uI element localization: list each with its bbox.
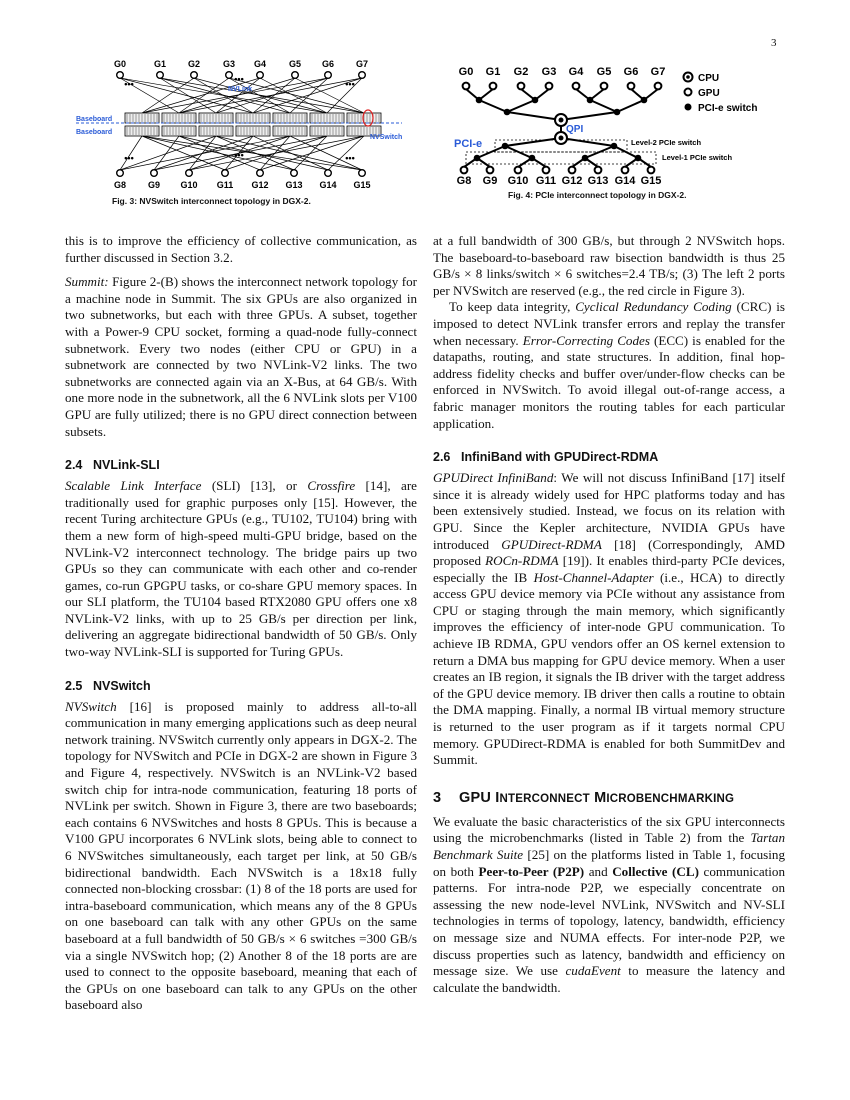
section-2-4-number: 2.4 — [65, 458, 83, 473]
fig3-gpu-node-bottom — [325, 170, 332, 177]
fig4-gpu-node-bottom — [648, 167, 655, 174]
right-column — [433, 233, 785, 996]
s3-text-4: communication patterns. For intra-node P2P, we especially concentrate on assessing the new node-level NVLink, NVSwitch and NV-SLI technologies in terms of topology, latency, bandwidth, efficiency on message size and NUMA effects. For inter-node P2P, we discuss properties such as latency, bandwidth and efficiency on message size. We use — [433, 863, 785, 979]
fig4-gpu-label-top: G5 — [596, 66, 612, 78]
fig4-gpu-label-bottom: G11 — [535, 175, 557, 187]
s3-text-5: to measure the latency and calculate the bandwidth. — [433, 963, 785, 995]
fig3-link-bottom — [142, 136, 362, 170]
ib-em-3: ROCn-RDMA — [485, 553, 559, 569]
s3-bold-2: Collective (CL) — [612, 863, 699, 879]
fig3-gpu-node-bottom — [186, 170, 193, 177]
figure-4-pcie-topology — [448, 62, 778, 192]
fig3-gpu-node-top — [191, 72, 198, 79]
fig4-gpu-node-top — [463, 83, 470, 90]
fig3-gpu-label-bottom: G11 — [216, 180, 234, 190]
fig4-link — [561, 112, 617, 120]
fig3-gpu-node-top — [157, 72, 164, 79]
section-3-title-1: GPU I — [459, 789, 500, 806]
fig4-gpu-label-bottom: G15 — [640, 175, 662, 187]
fig3-ellipsis: ••• — [345, 79, 355, 89]
fig3-gpu-label-top: G6 — [321, 59, 335, 69]
fig4-gpu-label-top: G7 — [650, 66, 666, 78]
fig3-baseboard-label-top: Baseboard — [76, 116, 113, 123]
s3-text-1: We evaluate the basic characteristics of the six GPU interconnects using the microbenchmarks (listed in Table 2) from the — [433, 813, 785, 846]
nvswitch-em: NVSwitch — [65, 698, 117, 714]
fig4-cpu-node-core — [559, 136, 564, 141]
left-column — [65, 233, 417, 1014]
fig4-gpu-node-top — [628, 83, 635, 90]
section-3-title-3: M — [589, 789, 607, 806]
fig4-link — [561, 138, 614, 146]
fig3-gpu-label-top: G1 — [153, 59, 167, 69]
fig4-gpu-node-top — [490, 83, 497, 90]
fig3-gpu-node-bottom — [359, 170, 366, 177]
fig3-gpu-label-bottom: G10 — [180, 180, 198, 190]
crc-em-2: Error-Correcting Codes — [522, 332, 650, 348]
fig4-pcie-switch-node — [532, 97, 539, 104]
s3-em-2: cudaEvent — [565, 963, 621, 979]
fig3-gpu-label-top: G4 — [253, 59, 267, 69]
fig4-gpu-label-bottom: G13 — [587, 175, 609, 187]
fig3-ellipsis: ••• — [124, 79, 134, 89]
fig4-pcie-switch-node — [641, 97, 648, 104]
fig4-gpu-node-bottom — [595, 167, 602, 174]
fig4-gpu-node-bottom — [487, 167, 494, 174]
fig4-gpu-label-top: G6 — [623, 66, 639, 78]
fig4-link — [479, 100, 507, 112]
section-2-4-title: NVLink-SLI — [93, 458, 160, 473]
fig4-cpu-node-core — [559, 118, 564, 123]
fig4-pcie-switch-node — [504, 109, 511, 116]
fig3-gpu-label-bottom: G15 — [353, 180, 371, 190]
fig4-legend-pcie-icon — [685, 104, 692, 111]
fig4-gpu-label-top: G4 — [568, 66, 584, 78]
fig3-gpu-node-bottom — [257, 170, 264, 177]
fig3-gpu-label-bottom: G9 — [147, 180, 161, 190]
fig4-pcie-switch-node — [476, 97, 483, 104]
fig3-gpu-label-top: G3 — [222, 59, 236, 69]
fig3-gpu-label-bottom: G13 — [285, 180, 303, 190]
crc-text-1: To keep data integrity, — [449, 299, 576, 315]
summit-text: Figure 2-(B) shows the interconnect network topology for a machine node in Summit. The six GPUs are also organized in two subnetworks, but each with three GPUs. A subset, together with a Power-9 CPU socket, forming a quad-node fully-connect subnetwork. Every two nodes (either CPU or GPU) in a subnetwork are connected by two NVLink-V2 links. The two subnetworks are connected again via an X-Bus, at 64 GB/s. With one more node in the subnetwork, all the 6 NVLink slots per V100 GPU are fully utilized; there is no GPU direct connection between subsets. — [65, 274, 417, 439]
fig3-nvswitch-label: NVSwitch — [370, 134, 403, 141]
crc-em-1: Cyclical Redundancy Coding — [575, 299, 732, 315]
fig4-pcie-switch-node — [529, 155, 536, 162]
figure-3-nvswitch-topology — [72, 55, 417, 195]
infiniband-paragraph — [433, 470, 785, 769]
fig4-pcie-switch-node — [611, 143, 618, 150]
section-2-5-number: 2.5 — [65, 678, 83, 693]
ib-text-3: [19]). It enables third-party PCIe devices, especially the IB — [433, 553, 785, 585]
page-number: 3 — [771, 37, 777, 49]
section-3-heading — [433, 789, 785, 808]
figure-4-caption: Fig. 4: PCIe interconnect topology in DGX-2. — [508, 190, 687, 200]
fig3-gpu-node-bottom — [291, 170, 298, 177]
fig4-gpu-node-top — [655, 83, 662, 90]
summit-paragraph — [65, 274, 417, 440]
fig4-pcie-label: PCI-e — [454, 138, 483, 150]
fig3-ellipsis: ••• — [234, 74, 244, 84]
fig4-pcie-switch-node — [614, 109, 621, 116]
fig3-gpu-node-bottom — [222, 170, 229, 177]
fig4-gpu-node-top — [601, 83, 608, 90]
fig4-gpu-label-top: G0 — [458, 66, 474, 78]
fig4-gpu-label-top: G3 — [541, 66, 557, 78]
fig3-gpu-label-top: G0 — [113, 59, 127, 69]
ib-em-4: Host-Channel-Adapter — [533, 569, 654, 585]
nvswitch-text: [16] is proposed mainly to address all-to-all communication in many emerging applications such as deep neural network training. NVSwitch currently only appears in DGX-2. The topology for NVSwitch and PCIe in DGX-2 are shown in Figure 3 and Figure 4, respectively. NVSwitch is an NVLink-V2 based switch chip for intra-node communication, featuring 18 ports of NVLink per switch. Shown in Figure 3, there are two baseboards; each contains 6 NVSwitches and hosts 8 GPUs. This is because a V100 GPU incorporates 6 NVLink slots, being able to connect to 6 NVSwitches simultaneously, each target per link, at 50 GB/s bidirectional bandwidth. Each NVSwitch is a 18x18 fully connected non-blocking crossbar: (1) 8 of the 18 ports are used for intra-baseboard communication, which means any of the 8 GPUs on one baseboard can talk with any other GPUs on the same baseboard at a full bandwidth of 50 GB/s × 6 switches =300 GB/s via a single NVSwitch hop; (2) Another 8 of the 18 ports are are used to connect to the opposite baseboard, meaning that each of the GPUs on one baseboard can talk to any GPUs on the other baseboard also — [65, 698, 417, 1013]
fig4-pcie-switch-node — [635, 155, 642, 162]
fig4-level2-label: Level-2 PCIe switch — [631, 138, 702, 147]
sli-em-2: Crossfire — [307, 478, 356, 494]
ib-text-1: : We will not discuss InfiniBand [17] itself since it is already widely used for HPC platforms today and has been extensively studied. Instead, we focus on its relation with GPU. Since the Kepler architecture, NVIDIA GPUs have introduced — [433, 470, 785, 552]
fig4-gpu-label-bottom: G9 — [482, 175, 498, 187]
section-2-6-number: 2.6 — [433, 450, 451, 465]
fig4-pcie-switch-node — [587, 97, 594, 104]
fig4-pcie-switch-node — [502, 143, 509, 150]
fig3-gpu-node-top — [257, 72, 264, 79]
fig3-baseboard-label-bottom: Baseboard — [76, 129, 113, 136]
ib-em-1: GPUDirect InfiniBand — [433, 470, 554, 486]
fig4-pcie-switch-node — [474, 155, 481, 162]
crc-paragraph — [433, 299, 785, 432]
s3-bold-1: Peer-to-Peer (P2P) — [478, 863, 585, 879]
nvswitch-paragraph — [65, 699, 417, 1014]
section-2-6-title: InfiniBand with GPUDirect-RDMA — [461, 450, 659, 465]
fig4-gpu-node-bottom — [622, 167, 629, 174]
fig4-gpu-label-bottom: G10 — [507, 175, 529, 187]
s3-text-3: and — [584, 863, 613, 879]
section-2-5-heading — [65, 678, 417, 694]
s3-text-2: [25] on the platforms listed in Table 1, focusing on both — [433, 847, 785, 879]
fig3-nvlink-label: NVLink — [228, 86, 253, 93]
fig3-gpu-node-top — [359, 72, 366, 79]
s3-em-1: Tartan Benchmark Suite — [433, 830, 785, 862]
fig3-gpu-label-bottom: G12 — [251, 180, 269, 190]
fig4-legend-pcie-label: PCI-e switch — [698, 103, 758, 114]
fig4-pcie-switch-node — [582, 155, 589, 162]
section-3-title-4: ICROBENCHMARKING — [606, 792, 735, 805]
sli-text-1: (SLI) [13], or — [201, 478, 308, 494]
fig4-gpu-node-bottom — [515, 167, 522, 174]
fig3-ellipsis: ••• — [124, 153, 134, 163]
fig3-gpu-label-top: G5 — [288, 59, 302, 69]
section-3-title-2: NTERCONNECT — [499, 792, 590, 805]
fig4-link — [507, 112, 561, 120]
figure-3-diagram — [72, 55, 417, 195]
fig4-gpu-label-bottom: G14 — [614, 175, 636, 187]
fig3-gpu-node-top — [226, 72, 233, 79]
fig4-link — [590, 100, 617, 112]
fig3-link-top — [194, 78, 253, 113]
figure-4-diagram — [448, 62, 778, 192]
ib-em-2: GPUDirect-RDMA — [501, 536, 602, 552]
fig4-gpu-node-top — [518, 83, 525, 90]
sli-paragraph — [65, 478, 417, 661]
fig4-gpu-label-top: G2 — [513, 66, 529, 78]
fig4-gpu-node-top — [546, 83, 553, 90]
fig4-legend-cpu-label: CPU — [698, 73, 720, 84]
fig4-gpu-node-top — [573, 83, 580, 90]
crc-text-2: (CRC) is imposed to detect NVLink transfer errors and replay the transfer when necessary. — [433, 299, 785, 348]
fig3-link-bottom — [294, 136, 327, 170]
sli-text-2: [14], are traditionally used for graphic purposes only [15]. However, the recent Turing architecture GPUs (e.g., TU102, TU104) bring with them a new form of high-speed multi-GPU bridge, based on the NVLink-V2 interconnect technology. The bridge pairs up two GPUs so they can communicate with each other and co-render games, co-run GPGPU tasks, or co-share GPU memory spaces. In our SLI platform, the TU104 based RTX2080 GPU offers one x8 NVLink-V2 links, with up to 25 GB/s per direction per link, delivering an aggregate bidirectional bandwidth of 50 GB/s. Only two-way NVLink-SLI is supported for Turing GPUs. — [65, 478, 417, 660]
fig4-legend-gpu-icon — [685, 89, 692, 96]
summit-lead: Summit: — [65, 274, 109, 290]
fig4-link — [617, 100, 644, 112]
section-3-paragraph — [433, 814, 785, 997]
crc-text-3: (ECC) is enabled for the datapaths, routing, and state structures. In addition, final hop-address fidelity checks and buffer over/under-flow checks can be enforced in NVSwitch. To avoid illegal out-of-range access, a fabric manager monitors the routing tables for each particular application. — [433, 332, 785, 431]
fig4-link — [507, 100, 535, 112]
fig4-gpu-node-bottom — [461, 167, 468, 174]
fig3-gpu-node-bottom — [117, 170, 124, 177]
fig4-legend-cpu-icon-core — [686, 75, 690, 79]
ib-text-4: (i.e., HCA) to directly access GPU device memory via PCIe without any assistance from CPU or staging through the main memory, which significantly improves the efficiency of inter-node GPU communication. To achieve IB RDMA, GPU vendors offer an OS kernel extension to return a DMA bus mapping for GPU device memory. When a user creates an IB region, it signals the IB driver with the target address of the GPU device memory. IB driver then calls a routine to obtain the DMA mapping. Finally, a normal IB virtual memory structure is returned to the user program as if it targets normal CPU memory. GPUDirect-RDMA is enabled for both SummitDev and Summit. — [433, 569, 785, 768]
fig4-level1-label: Level-1 PCIe switch — [662, 153, 733, 162]
sli-em-1: Scalable Link Interface — [65, 478, 202, 494]
fig4-gpu-label-bottom: G12 — [561, 175, 583, 187]
section-2-4-heading — [65, 457, 417, 473]
fig3-gpu-node-bottom — [151, 170, 158, 177]
fig4-link — [505, 138, 561, 146]
ib-text-2: [18] (Correspondingly, AMD proposed — [433, 536, 785, 569]
section-2-5-title: NVSwitch — [93, 678, 151, 693]
fig3-gpu-label-top: G7 — [355, 59, 369, 69]
fig4-gpu-label-top: G1 — [485, 66, 501, 78]
fig4-gpu-node-bottom — [543, 167, 550, 174]
fig3-ellipsis: ••• — [345, 153, 355, 163]
fig3-gpu-label-bottom: G8 — [113, 180, 127, 190]
continued-paragraph: at a full bandwidth of 300 GB/s, but through 2 NVSwitch hops. The baseboard-to-baseboard raw bisection bandwidth is thus 25 GB/s × 8 links/switch × 6 switches=2.4 TB/s; (3) The left 2 ports per NVSwitch are reserved (e.g., the red circle in Figure 3). — [433, 233, 785, 298]
fig3-gpu-label-top: G2 — [187, 59, 201, 69]
fig3-link-bottom — [142, 136, 294, 170]
fig4-qpi-label: QPI — [566, 124, 584, 135]
fig4-legend-gpu-label: GPU — [698, 88, 720, 99]
fig3-ellipsis: ••• — [234, 150, 244, 160]
section-3-number: 3 — [433, 789, 442, 806]
fig3-link-bottom — [142, 136, 225, 170]
figure-3-caption: Fig. 3: NVSwitch interconnect topology in DGX-2. — [112, 196, 311, 206]
fig3-gpu-label-bottom: G14 — [319, 180, 337, 190]
fig3-gpu-node-top — [117, 72, 124, 79]
section-2-6-heading — [433, 449, 785, 465]
fig4-gpu-label-bottom: G8 — [456, 175, 472, 187]
fig3-gpu-node-top — [325, 72, 332, 79]
intro-paragraph: this is to improve the efficiency of collective communication, as further discussed in Section 3.2. — [65, 233, 417, 265]
fig3-gpu-node-top — [292, 72, 299, 79]
fig4-gpu-node-bottom — [569, 167, 576, 174]
